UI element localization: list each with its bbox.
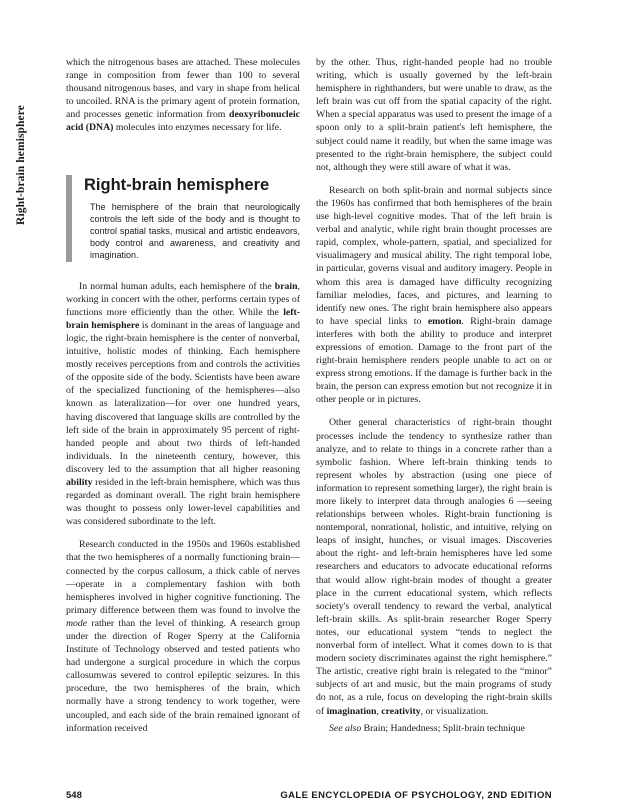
cross-reference-left-brain[interactable]: left-brain hemisphere	[66, 306, 300, 331]
cross-reference-ability[interactable]: ability	[66, 476, 93, 488]
running-head-tab	[8, 60, 34, 270]
body-paragraph-2: Research conducted in the 1950s and 1960s established that the two hemispheres of a normally functioning brain—connected by the corpus callosum, a thick cable of nerves—operate in a complementary fashion with both hemispheres involved in higher cognitive functioning. The primary difference between them was found to involve the mode rather than the level of thinking. A research group under the direction of Roger Sperry at the California Institute of Technology observed and tested patients who had undergone a surgical procedure in which the corpus callosumwas severed to control epileptic seizures. In this procedure, the two hemispheres of the brain, which normally have a strong tendency to work together, were uncoupled, and each side of the brain remained ignorant of information received	[66, 539, 300, 734]
page-footer	[66, 790, 552, 804]
entry-heading-block	[66, 175, 300, 262]
continued-paragraph: which the nitrogenous bases are attached. These molecules range in composition from fewer than 100 to several thousand nitrogenous bases, and vary in shape from helical to uncoiled. RNA is the primary agent of protein formation, and processes genetic information from deoxyribonucleic acid (DNA) molecules into enzymes necessary for life.	[66, 57, 300, 134]
cross-reference-creativity[interactable]: creativity	[381, 705, 421, 717]
body-paragraph-1: In normal human adults, each hemisphere of the brain, working in concert with the other, performs certain types of functions more efficiently than the other. While the left-brain hemisphere is dominant in the areas of language and logic, the right-brain hemisphere is the center of nonverbal, intuitive, holistic modes of thinking. Each hemisphere mostly receives perceptions from and controls the activities of the opposite side of the body. Scientists have been aware of the specialized functioning of the hemispheres—also known as lateralization—for over one hundred years, having discovered that language skills are controlled by the left side of the brain in approximately 95 percent of right-handed people and about two thirds of left-handed individuals. In the nineteenth century, however, this discovery led to the assumption that all higher reasoning ability resided in the left-brain hemisphere, which was thus regarded as dominant overall. The right brain hemisphere was thought to possess only lower-level capabilities and was considered subordinate to the left.	[66, 280, 300, 528]
continued-paragraph-right: by the other. Thus, right-handed people had no trouble writing, which is usually governed by the left-brain hemisphere in righthanders, but were unable to draw, as the left brain was cut off from the spatial capacity of the right. When a special apparatus was used to present the image of a spoon only to a split-brain patient's left hemisphere, the subject could name it readily, but when the same image was presented to the right-brain hemisphere, the subject could not, although they were still aware of what it was.	[316, 57, 552, 173]
right-column	[316, 56, 552, 735]
entry-definition: The hemisphere of the brain that neurologically controls the left side of the body and is thought to control spatial tasks, musical and artistic endeavors, body control and awareness, and creativity and imagination.	[90, 201, 300, 261]
page-number: 548	[66, 790, 82, 801]
cross-reference-emotion[interactable]: emotion	[427, 315, 462, 327]
see-also-line	[316, 722, 552, 735]
cross-reference-dna[interactable]: deoxyribonucleic acid (DNA)	[66, 109, 300, 134]
entry-title: Right-brain hemisphere	[84, 175, 270, 194]
running-head-text: Right-brain hemisphere	[15, 105, 27, 225]
see-also-links[interactable]: Brain; Handedness; Split-brain technique	[361, 722, 525, 734]
cross-reference-imagination[interactable]: imagination	[326, 705, 377, 717]
left-column	[66, 56, 300, 735]
book-title: GALE ENCYCLOPEDIA OF PSYCHOLOGY, 2ND EDITION	[280, 790, 552, 801]
body-paragraph-4: Other general characteristics of right-brain thought processes include the tendency to synthesize rather than analyze, and to relate to things in a concrete rather than a symbolic fashion. Where left-brain thinking tends to represent wholes by abstraction (using one piece of information to represent something larger), the right brain is more likely to interpret data through analogies 6 —seeing relationships between wholes. Right-brain functioning is nontemporal, nonrational, holistic, and intuitive, relying on leaps of insight, hunches, or visual images. Discoveries about the right- and left-brain hemispheres have led some researchers and educators to advocate educational reforms that would allow right-brain modes of thought a greater place in the current educational system, which reflects society's overall tendency to reward the verbal, analytical left-brain skills. As split-brain researcher Roger Sperry notes, our educational system “tends to neglect the nonverbal form of intellect. What it comes down to is that modern society discriminates against the right hemisphere.” The artistic, creative right brain is relegated to the “minor” subjects of art and music, but the main programs of study do not, as a rule, focus on developing the right-brain skills of imagination, creativity, or visualization.	[316, 417, 552, 717]
cross-reference-brain[interactable]: brain	[274, 280, 298, 292]
see-also-label: See also	[329, 722, 362, 734]
body-paragraph-3: Research on both split-brain and normal subjects since the 1960s has confirmed that both hemispheres of the brain use high-level cognitive modes. That of the left brain is verbal and analytic, while right brain thought processes are rapid, complex, whole-pattern, spatial, and specialized for visualimagery and musical ability. The right temporal lobe, in particular, governs visual and auditory imagery. People in whom this area is damaged have difficulty recognizing familiar melodies, faces, and pictures, and learning to identify new ones. The right brain hemisphere also appears to have special links to emotion. Right-brain damage interferes with both the ability to produce and interpret expressions of emotion. Damage to the front part of the right-brain hemisphere renders people unable to act on or express strong emotions. If the damage is further back in the brain, the person can express emotion but not recognize it in other people or in pictures.	[316, 184, 552, 406]
